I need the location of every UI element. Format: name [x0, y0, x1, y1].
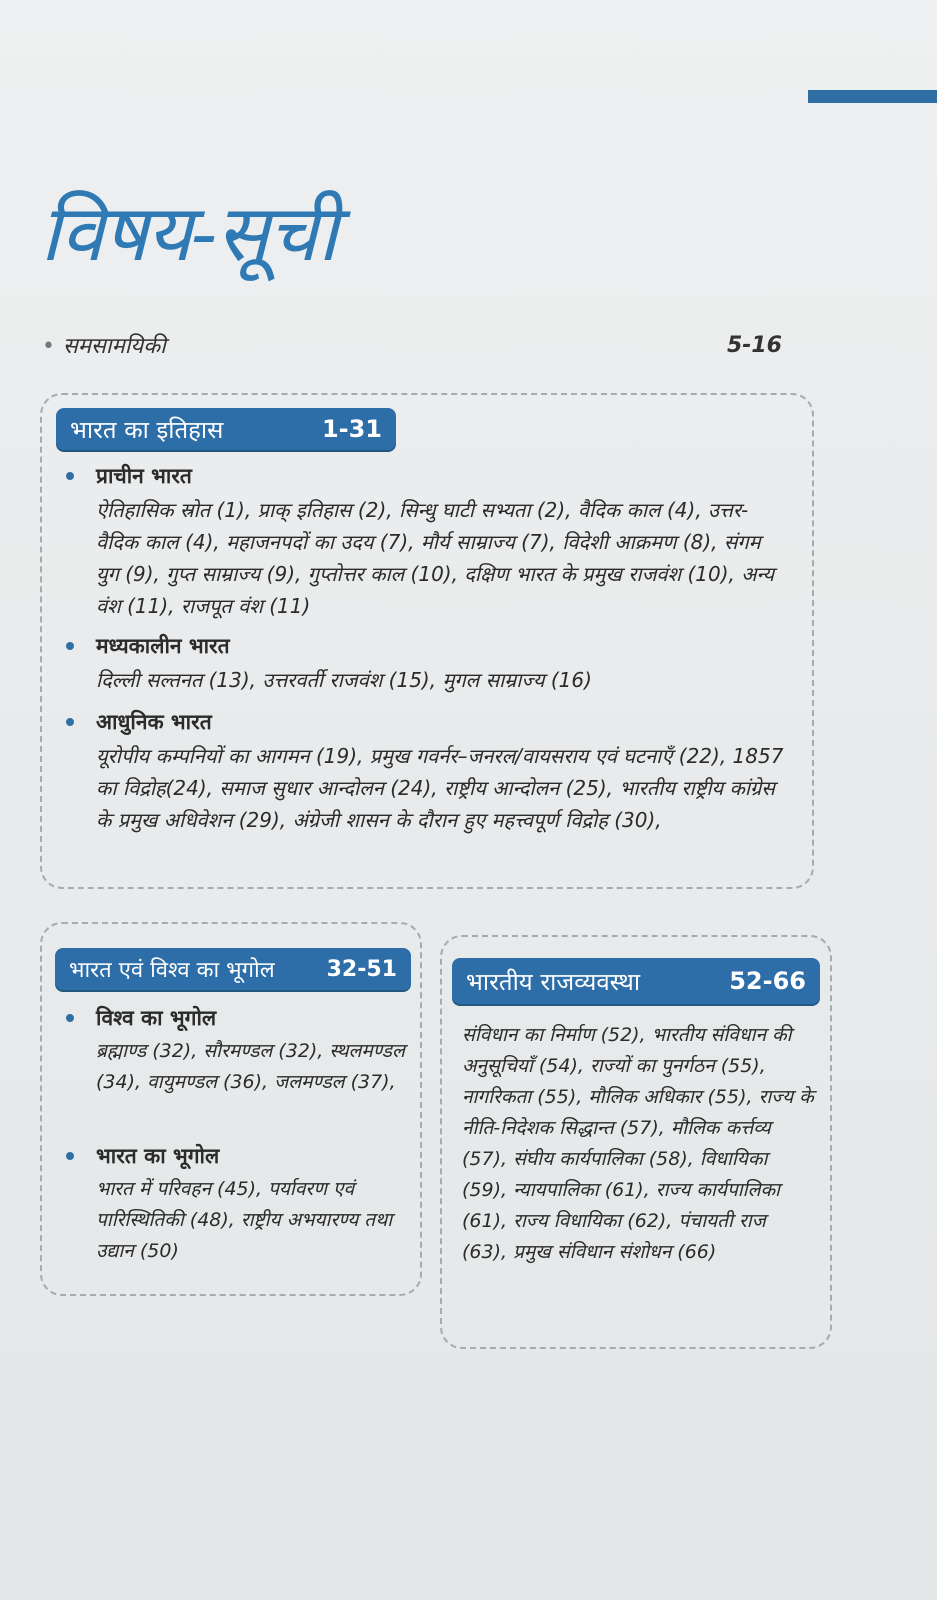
- current-affairs-entry[interactable]: [42, 330, 782, 360]
- bullet-icon: [66, 472, 74, 480]
- polity-header[interactable]: [452, 958, 820, 1004]
- geography-header-pages: 32-51: [326, 956, 397, 982]
- history-modern-section: [66, 708, 786, 836]
- bullet-icon: [66, 1152, 74, 1160]
- section-title[interactable]: आधुनिक भारत: [96, 710, 212, 734]
- section-text: दिल्ली सल्तनत (13), उत्तरवर्ती राजवंश (15), मुगल साम्राज्य (16): [96, 668, 592, 692]
- section-text: ब्रह्माण्ड (32), सौरमण्डल (32), स्थलमण्डल (34), वायुमण्डल (36), जलमण्डल (37),: [96, 1040, 405, 1093]
- page-title: विषय-सूची: [40, 189, 337, 279]
- bullet-icon: [66, 642, 74, 650]
- bullet-icon: [66, 1014, 74, 1022]
- decorative-bar: [808, 90, 937, 103]
- polity-header-title: भारतीय राजव्यवस्था: [466, 967, 641, 996]
- section-title[interactable]: भारत का भूगोल: [96, 1144, 220, 1168]
- history-ancient-section: [66, 462, 786, 622]
- entry-pages: 5-16: [726, 332, 782, 358]
- section-text: यूरोपीय कम्पनियों का आगमन (19), प्रमुख गवर्नर–जनरल/वायसराय एवं घटनाएँ (22), 1857 का विद्रोह(24), समाज सुधार आन्दोलन (24), राष्ट्रीय आन्दोलन (25), भारतीय राष्ट्रीय कांग्रेस के प्रमुख अधिवेशन (29), अंग्रेजी शासन के दौरान हुए महत्त्वपूर्ण विद्रोह (30),: [96, 744, 784, 832]
- geography-header[interactable]: [55, 948, 411, 990]
- section-title[interactable]: प्राचीन भारत: [96, 464, 192, 488]
- bullet-icon: •: [42, 334, 55, 359]
- history-header-pages: 1-31: [321, 415, 382, 443]
- section-text: संविधान का निर्माण (52), भारतीय संविधान की अनुसूचियाँ (54), राज्यों का पुनर्गठन (55), नागरिकता (55), मौलिक अधिकार (55), राज्य के नीति-निदेशक सिद्धान्त (57), मौलिक कर्त्तव्य (57), संघीय कार्यपालिका (58), विधायिका (59), न्यायपालिका (61), राज्य कार्यपालिका (61), राज्य विधायिका (62), पंचायती राज (63), प्रमुख संविधान संशोधन (66): [462, 1024, 814, 1263]
- history-medieval-section: [66, 632, 786, 696]
- geography-header-title: भारत एवं विश्व का भूगोल: [69, 958, 275, 983]
- polity-header-pages: 52-66: [729, 967, 806, 995]
- section-title[interactable]: विश्व का भूगोल: [96, 1006, 217, 1030]
- polity-section: [462, 1016, 814, 1268]
- section-text: भारत में परिवहन (45), पर्यावरण एवं पारिस्थितिकी (48), राष्ट्रीय अभयारण्य तथा उद्यान (50): [96, 1178, 393, 1262]
- entry-label: समसामयिकी: [62, 334, 166, 359]
- bullet-icon: [66, 718, 74, 726]
- section-text: ऐतिहासिक स्रोत (1), प्राक् इतिहास (2), सिन्धु घाटी सभ्यता (2), वैदिक काल (4), उत्तर-वैदिक काल (4), महाजनपदों का उदय (7), मौर्य साम्राज्य (7), विदेशी आक्रमण (8), संगम युग (9), गुप्त साम्राज्य (9), गुप्तोत्तर काल (10), दक्षिण भारत के प्रमुख राजवंश (10), अन्य वंश (11), राजपूत वंश (11): [96, 498, 775, 618]
- section-title[interactable]: मध्यकालीन भारत: [96, 634, 230, 658]
- history-header-title: भारत का इतिहास: [70, 415, 224, 444]
- geography-world-section: [66, 1004, 406, 1098]
- history-header[interactable]: [56, 408, 396, 450]
- geography-india-section: [66, 1142, 406, 1267]
